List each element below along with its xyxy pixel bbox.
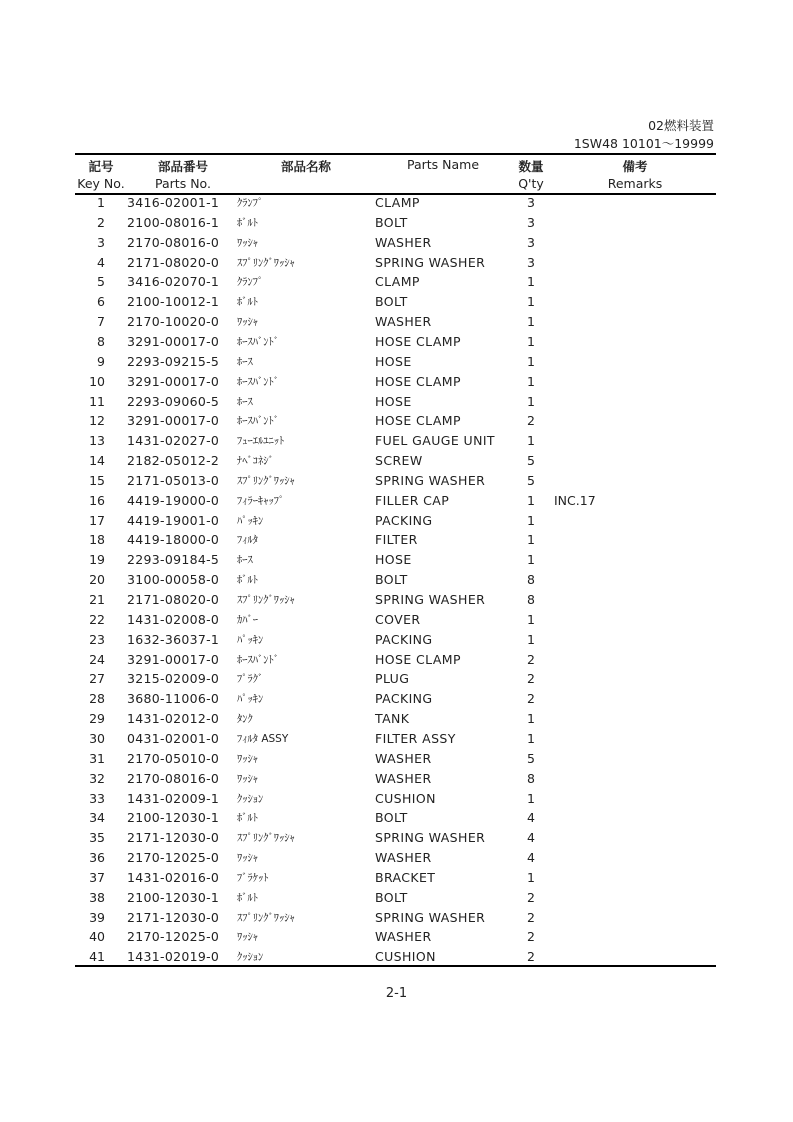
part-number: 2171-05013-0 bbox=[127, 472, 220, 488]
part-name-en: CUSHION bbox=[375, 790, 436, 806]
part-name-jp: ﾎｰｽﾊﾞﾝﾄﾞ bbox=[237, 375, 279, 388]
part-number: 0431-02001-0 bbox=[127, 730, 220, 746]
part-name-en: PACKING bbox=[375, 512, 433, 528]
part-number: 1431-02016-0 bbox=[127, 869, 220, 885]
key-no: 22 bbox=[89, 611, 105, 627]
quantity: 2 bbox=[527, 909, 535, 925]
part-name-en: HOSE bbox=[375, 393, 412, 409]
table-row bbox=[75, 392, 716, 412]
part-name-en: HOSE CLAMP bbox=[375, 413, 461, 429]
table-row bbox=[75, 610, 716, 630]
part-name-jp: ﾎｰｽﾊﾞﾝﾄﾞ bbox=[237, 335, 279, 348]
table-row bbox=[75, 709, 716, 729]
part-name-en: WASHER bbox=[375, 314, 432, 330]
quantity: 2 bbox=[527, 651, 535, 667]
table-row bbox=[75, 431, 716, 451]
part-name-en: FUEL GAUGE UNIT bbox=[375, 433, 495, 449]
part-number: 2170-12025-0 bbox=[127, 850, 220, 866]
part-name-jp: ﾌｭｰｴﾙﾕﾆｯﾄ bbox=[237, 435, 285, 448]
part-name-en: HOSE CLAMP bbox=[375, 651, 461, 667]
part-number: 3100-00058-0 bbox=[127, 572, 220, 588]
table-row bbox=[75, 272, 716, 292]
quantity: 8 bbox=[527, 592, 535, 607]
key-no: 9 bbox=[97, 353, 105, 369]
table-row bbox=[75, 511, 716, 531]
part-number: 3215-02009-0 bbox=[127, 671, 220, 687]
part-number: 2170-05010-0 bbox=[127, 750, 220, 766]
part-name-jp: ﾌｨﾗｰｷｬｯﾌﾟ bbox=[237, 494, 285, 507]
key-no: 3 bbox=[97, 234, 105, 250]
part-name-en: WASHER bbox=[375, 750, 432, 766]
quantity: 4 bbox=[527, 850, 535, 866]
part-number: 2293-09184-5 bbox=[127, 552, 220, 568]
part-name-en: SPRING WASHER bbox=[375, 592, 486, 607]
key-no: 32 bbox=[89, 770, 105, 786]
part-name-en: PLUG bbox=[375, 671, 410, 687]
table-row bbox=[75, 312, 716, 332]
part-name-jp: ﾌﾟﾗｸﾞ bbox=[237, 673, 264, 686]
key-no: 17 bbox=[89, 512, 105, 528]
part-name-en: TANK bbox=[375, 711, 410, 727]
part-name-jp: ﾀﾝｸ bbox=[237, 713, 253, 726]
part-number: 3416-02070-1 bbox=[127, 274, 220, 290]
quantity: 2 bbox=[527, 889, 535, 905]
table-bottom-rule bbox=[75, 965, 716, 967]
quantity: 3 bbox=[527, 254, 535, 270]
part-number: 2293-09215-5 bbox=[127, 353, 220, 369]
col-name-jp: 部品名称 bbox=[280, 159, 331, 174]
part-name-en: BOLT bbox=[375, 810, 408, 826]
quantity: 1 bbox=[527, 552, 535, 568]
quantity: 8 bbox=[527, 572, 535, 588]
part-number: 4419-18000-0 bbox=[127, 532, 220, 548]
quantity: 1 bbox=[527, 353, 535, 369]
section-title: 02燃料装置 bbox=[648, 118, 714, 133]
part-number: 3291-00017-0 bbox=[127, 333, 220, 349]
part-name-en: FILTER ASSY bbox=[375, 730, 456, 746]
part-name-jp: ﾌﾞﾗｹｯﾄ bbox=[237, 871, 269, 884]
part-name-jp: ﾜｯｼｬ bbox=[237, 236, 258, 249]
quantity: 2 bbox=[527, 929, 535, 945]
table-row bbox=[75, 193, 716, 213]
quantity: 1 bbox=[527, 730, 535, 746]
quantity: 1 bbox=[527, 314, 535, 330]
part-name-en: CUSHION bbox=[375, 949, 436, 965]
table-row bbox=[75, 689, 716, 709]
table-row bbox=[75, 749, 716, 769]
part-name-jp: ﾜｯｼｬ bbox=[237, 931, 258, 944]
part-name-en: HOSE bbox=[375, 353, 412, 369]
part-number: 2100-12030-1 bbox=[127, 889, 220, 905]
key-no: 12 bbox=[89, 413, 105, 429]
table-row bbox=[75, 491, 716, 511]
key-no: 35 bbox=[89, 830, 105, 846]
col-qty-en: Q'ty bbox=[518, 176, 544, 191]
part-name-jp: ﾎﾞﾙﾄ bbox=[237, 216, 258, 229]
quantity: 3 bbox=[527, 214, 535, 230]
part-name-en: BOLT bbox=[375, 889, 408, 905]
part-name-jp: ｸﾗﾝﾌﾟ bbox=[237, 276, 264, 289]
part-number: 1431-02027-0 bbox=[127, 433, 220, 449]
table-row bbox=[75, 253, 716, 273]
quantity: 5 bbox=[527, 472, 535, 488]
part-name-en: FILTER bbox=[375, 532, 418, 548]
part-name-en: BOLT bbox=[375, 294, 408, 310]
quantity: 2 bbox=[527, 691, 535, 707]
part-name-en: HOSE CLAMP bbox=[375, 333, 461, 349]
table-row bbox=[75, 411, 716, 431]
table-row bbox=[75, 292, 716, 312]
part-name-en: COVER bbox=[375, 611, 421, 627]
part-number: 3416-02001-1 bbox=[127, 195, 220, 210]
key-no: 37 bbox=[89, 869, 105, 885]
table-row bbox=[75, 888, 716, 908]
part-name-en: CLAMP bbox=[375, 195, 420, 210]
table-row bbox=[75, 808, 716, 828]
part-name-jp: ﾎｰｽﾊﾞﾝﾄﾞ bbox=[237, 653, 279, 666]
quantity: 1 bbox=[527, 492, 535, 508]
part-name-en: BRACKET bbox=[375, 869, 436, 885]
part-number: 2170-12025-0 bbox=[127, 929, 220, 945]
part-name-jp: ﾊﾟｯｷﾝ bbox=[237, 633, 264, 646]
key-no: 38 bbox=[89, 889, 105, 905]
quantity: 5 bbox=[527, 750, 535, 766]
part-name-en: HOSE CLAMP bbox=[375, 373, 461, 389]
quantity: 1 bbox=[527, 711, 535, 727]
key-no: 11 bbox=[89, 393, 105, 409]
table-row bbox=[75, 927, 716, 947]
key-no: 36 bbox=[89, 850, 105, 866]
quantity: 2 bbox=[527, 413, 535, 429]
key-no: 2 bbox=[97, 214, 105, 230]
key-no: 29 bbox=[89, 711, 105, 727]
part-name-jp: ﾌｨﾙﾀ ASSY bbox=[237, 732, 289, 745]
key-no: 6 bbox=[97, 294, 105, 310]
table-row bbox=[75, 332, 716, 352]
part-name-jp: ﾎｰｽﾊﾞﾝﾄﾞ bbox=[237, 415, 279, 428]
key-no: 4 bbox=[97, 254, 105, 270]
table-top-rule bbox=[75, 153, 716, 155]
part-number: 3291-00017-0 bbox=[127, 651, 220, 667]
part-name-en: WASHER bbox=[375, 929, 432, 945]
key-no: 5 bbox=[97, 274, 105, 290]
quantity: 1 bbox=[527, 532, 535, 548]
part-name-jp: ﾜｯｼｬ bbox=[237, 316, 258, 329]
quantity: 5 bbox=[527, 453, 535, 469]
table-row bbox=[75, 729, 716, 749]
key-no: 18 bbox=[89, 532, 105, 548]
part-name-jp: ﾜｯｼｬ bbox=[237, 852, 258, 865]
remarks: INC.17 bbox=[554, 492, 596, 508]
part-number: 1431-02008-0 bbox=[127, 611, 220, 627]
part-name-jp: ｽﾌﾟﾘﾝｸﾞﾜｯｼｬ bbox=[237, 474, 295, 487]
key-no: 16 bbox=[89, 492, 105, 508]
part-name-jp: ﾜｯｼｬ bbox=[237, 772, 258, 785]
part-name-jp: ｽﾌﾟﾘﾝｸﾞﾜｯｼｬ bbox=[237, 832, 295, 845]
part-name-en: SPRING WASHER bbox=[375, 909, 486, 925]
part-number: 2100-12030-1 bbox=[127, 810, 220, 826]
table-row bbox=[75, 908, 716, 928]
key-no: 7 bbox=[97, 314, 105, 330]
key-no: 41 bbox=[89, 949, 105, 965]
part-number: 2100-08016-1 bbox=[127, 214, 220, 230]
part-name-en: SPRING WASHER bbox=[375, 830, 486, 846]
part-name-jp: ｶﾊﾞｰ bbox=[237, 613, 258, 626]
quantity: 1 bbox=[527, 790, 535, 806]
part-name-jp: ｽﾌﾟﾘﾝｸﾞﾜｯｼｬ bbox=[237, 594, 295, 606]
part-number: 2171-08020-0 bbox=[127, 592, 220, 607]
part-name-en: SPRING WASHER bbox=[375, 254, 486, 270]
table-row bbox=[75, 233, 716, 253]
part-number: 2171-12030-0 bbox=[127, 830, 220, 846]
quantity: 4 bbox=[527, 810, 535, 826]
key-no: 20 bbox=[89, 572, 105, 588]
serial-range: 1SW48 10101～19999 bbox=[573, 136, 714, 151]
quantity: 1 bbox=[527, 373, 535, 389]
table-row bbox=[75, 630, 716, 650]
table-row bbox=[75, 669, 716, 689]
table-row bbox=[75, 570, 716, 590]
part-name-jp: ﾎｰｽ bbox=[237, 554, 253, 567]
part-name-jp: ﾌｨﾙﾀ bbox=[237, 534, 258, 547]
part-name-jp: ｽﾌﾟﾘﾝｸﾞﾜｯｼｬ bbox=[237, 911, 295, 924]
part-name-en: SPRING WASHER bbox=[375, 472, 486, 488]
part-number: 2100-10012-1 bbox=[127, 294, 220, 310]
table-row bbox=[75, 848, 716, 868]
part-number: 4419-19000-0 bbox=[127, 492, 220, 508]
quantity: 1 bbox=[527, 294, 535, 310]
col-key-en: Key No. bbox=[77, 176, 125, 191]
key-no: 31 bbox=[89, 750, 105, 766]
col-key-jp: 記号 bbox=[88, 159, 114, 174]
part-name-jp: ﾊﾟｯｷﾝ bbox=[237, 514, 264, 527]
page-number: 2-1 bbox=[385, 986, 408, 1001]
quantity: 1 bbox=[527, 869, 535, 885]
table-row bbox=[75, 789, 716, 809]
table-row bbox=[75, 352, 716, 372]
key-no: 23 bbox=[89, 631, 105, 647]
table-row bbox=[75, 650, 716, 670]
col-partno-en: Parts No. bbox=[155, 176, 211, 191]
col-qty-jp: 数量 bbox=[518, 159, 544, 174]
quantity: 8 bbox=[527, 770, 535, 786]
part-name-en: HOSE bbox=[375, 552, 412, 568]
quantity: 2 bbox=[527, 949, 535, 965]
key-no: 21 bbox=[89, 592, 105, 607]
part-name-en: PACKING bbox=[375, 631, 433, 647]
part-number: 1632-36037-1 bbox=[127, 631, 220, 647]
key-no: 39 bbox=[89, 909, 105, 925]
part-name-jp: ｸｯｼｮﾝ bbox=[237, 951, 264, 964]
part-number: 2182-05012-2 bbox=[127, 453, 220, 469]
part-name-jp: ｸｯｼｮﾝ bbox=[237, 792, 264, 805]
col-partno-jp: 部品番号 bbox=[157, 159, 208, 174]
quantity: 1 bbox=[527, 631, 535, 647]
quantity: 1 bbox=[527, 512, 535, 528]
part-name-jp: ﾎﾞﾙﾄ bbox=[237, 812, 258, 825]
part-name-en: PACKING bbox=[375, 691, 433, 707]
col-name-en: Parts Name bbox=[406, 157, 480, 172]
quantity: 1 bbox=[527, 393, 535, 409]
quantity: 1 bbox=[527, 333, 535, 349]
part-number: 1431-02012-0 bbox=[127, 711, 220, 727]
part-name-jp: ﾅﾍﾞｺﾈｼﾞ bbox=[237, 455, 274, 468]
part-name-en: WASHER bbox=[375, 234, 432, 250]
quantity: 2 bbox=[527, 671, 535, 687]
key-no: 8 bbox=[97, 333, 105, 349]
part-number: 3291-00017-0 bbox=[127, 413, 220, 429]
part-name-en: FILLER CAP bbox=[375, 492, 450, 508]
quantity: 4 bbox=[527, 830, 535, 846]
part-number: 2171-12030-0 bbox=[127, 909, 220, 925]
part-name-en: WASHER bbox=[375, 770, 432, 786]
key-no: 40 bbox=[89, 929, 105, 945]
table-row bbox=[75, 530, 716, 550]
table-row bbox=[75, 213, 716, 233]
table-row bbox=[75, 471, 716, 491]
part-name-en: CLAMP bbox=[375, 274, 420, 290]
key-no: 14 bbox=[89, 453, 105, 469]
key-no: 10 bbox=[89, 373, 105, 389]
part-name-jp: ﾎﾞﾙﾄ bbox=[237, 891, 258, 904]
part-name-jp: ｽﾌﾟﾘﾝｸﾞﾜｯｼｬ bbox=[237, 256, 295, 269]
part-number: 4419-19001-0 bbox=[127, 512, 220, 528]
table-row bbox=[75, 550, 716, 570]
key-no: 34 bbox=[89, 810, 105, 826]
part-number: 2293-09060-5 bbox=[127, 393, 220, 409]
key-no: 24 bbox=[89, 651, 105, 667]
part-number: 2170-08016-0 bbox=[127, 770, 220, 786]
part-name-jp: ﾊﾟｯｷﾝ bbox=[237, 693, 264, 706]
part-number: 1431-02019-0 bbox=[127, 949, 220, 965]
quantity: 3 bbox=[527, 195, 535, 210]
part-number: 1431-02009-1 bbox=[127, 790, 220, 806]
table-row bbox=[75, 590, 716, 610]
part-name-jp: ﾎﾞﾙﾄ bbox=[237, 296, 258, 309]
part-name-en: BOLT bbox=[375, 572, 408, 588]
key-no: 33 bbox=[89, 790, 105, 806]
part-number: 3291-00017-0 bbox=[127, 373, 220, 389]
part-name-en: BOLT bbox=[375, 214, 408, 230]
quantity: 1 bbox=[527, 433, 535, 449]
part-name-jp: ｸﾗﾝﾌﾟ bbox=[237, 197, 264, 209]
table-row bbox=[75, 769, 716, 789]
col-remarks-jp: 備考 bbox=[622, 159, 648, 174]
table-row bbox=[75, 451, 716, 471]
part-number: 3680-11006-0 bbox=[127, 691, 220, 707]
part-name-en: WASHER bbox=[375, 850, 432, 866]
table-row bbox=[75, 828, 716, 848]
key-no: 28 bbox=[89, 691, 105, 707]
quantity: 1 bbox=[527, 274, 535, 290]
part-name-jp: ﾎｰｽ bbox=[237, 355, 253, 368]
part-name-en: SCREW bbox=[375, 453, 423, 469]
key-no: 13 bbox=[89, 433, 105, 449]
quantity: 1 bbox=[527, 611, 535, 627]
key-no: 1 bbox=[97, 195, 105, 210]
col-remarks-en: Remarks bbox=[607, 176, 663, 191]
table-row bbox=[75, 868, 716, 888]
part-number: 2170-08016-0 bbox=[127, 234, 220, 250]
key-no: 30 bbox=[89, 730, 105, 746]
table-row bbox=[75, 372, 716, 392]
part-name-jp: ﾜｯｼｬ bbox=[237, 752, 258, 765]
key-no: 27 bbox=[89, 671, 105, 687]
quantity: 3 bbox=[527, 234, 535, 250]
part-name-jp: ﾎｰｽ bbox=[237, 395, 253, 408]
key-no: 19 bbox=[89, 552, 105, 568]
key-no: 15 bbox=[89, 472, 105, 488]
part-number: 2171-08020-0 bbox=[127, 254, 220, 270]
part-name-jp: ﾎﾞﾙﾄ bbox=[237, 574, 258, 587]
part-number: 2170-10020-0 bbox=[127, 314, 220, 330]
